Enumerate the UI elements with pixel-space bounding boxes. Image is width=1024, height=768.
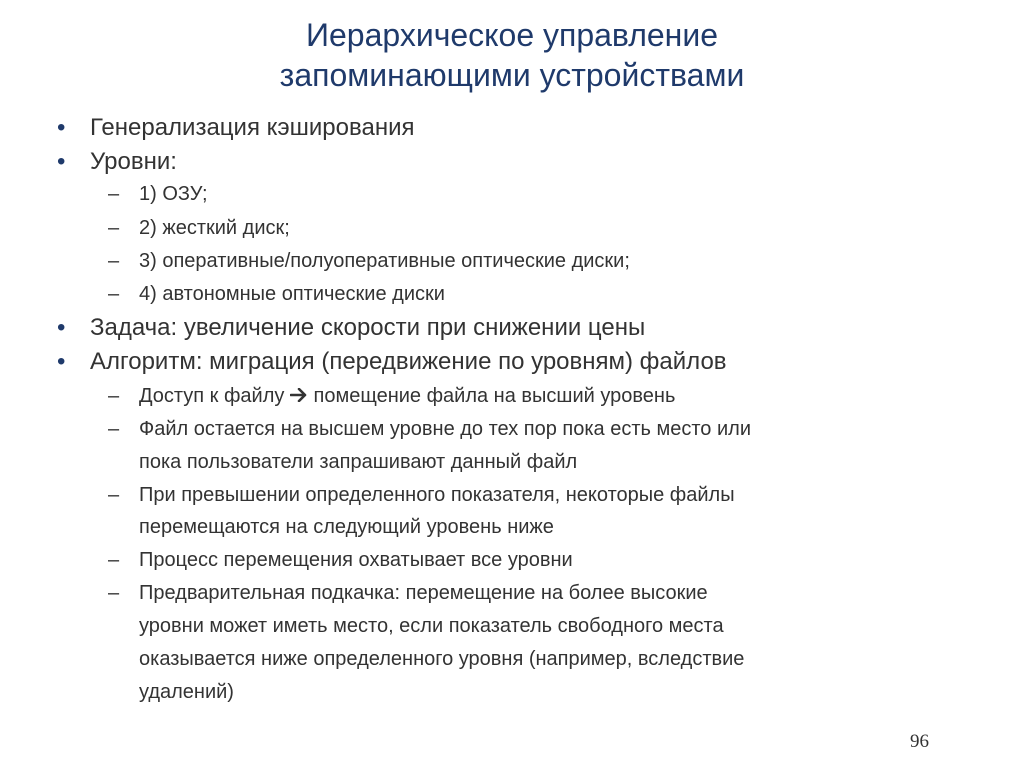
sub-item-continuation bbox=[139, 643, 744, 675]
sub-item-text: уровни может иметь место, если показатель свободного места bbox=[139, 615, 724, 637]
sub-item bbox=[108, 178, 208, 210]
dash-mark: – bbox=[108, 582, 120, 604]
sub-item-text: Предварительная подкачка: перемещение на более высокие bbox=[139, 582, 708, 604]
bullet-text: Генерализация кэширования bbox=[90, 114, 415, 141]
dash-mark: – bbox=[108, 217, 120, 239]
dash-mark: – bbox=[108, 549, 120, 571]
dash-mark: – bbox=[108, 283, 120, 305]
sub-item bbox=[108, 245, 630, 277]
sub-item-text: 1) ОЗУ; bbox=[139, 183, 208, 205]
bullet-text: Задача: увеличение скорости при снижении цены bbox=[90, 314, 646, 341]
sub-item-text: удалений) bbox=[139, 681, 234, 703]
slide-title-line-1: Иерархическое управление bbox=[305, 17, 718, 53]
slide-title-line-2: запоминающими устройствами bbox=[279, 57, 745, 93]
sub-item-text: оказывается ниже определенного уровня (например, вследствие bbox=[139, 648, 745, 670]
dash-mark: – bbox=[108, 385, 120, 407]
dash-mark: – bbox=[108, 484, 120, 506]
sub-item-continuation bbox=[139, 511, 554, 543]
bullet-item bbox=[57, 112, 415, 144]
sub-item-text: Файл остается на высшем уровне до тех пор пока есть место или bbox=[139, 418, 752, 440]
dash-mark: – bbox=[108, 250, 120, 272]
sub-item-continuation bbox=[139, 610, 724, 642]
sub-item-text: Процесс перемещения охватывает все уровни bbox=[139, 549, 573, 571]
sub-item bbox=[108, 413, 752, 445]
bullet-mark: • bbox=[57, 348, 66, 375]
dash-mark: – bbox=[108, 183, 120, 205]
bullet-mark: • bbox=[57, 148, 66, 175]
sub-item-text: 4) автономные оптические диски bbox=[139, 283, 445, 305]
sub-item bbox=[108, 380, 676, 412]
sub-item bbox=[108, 577, 708, 609]
bullet-item bbox=[57, 346, 727, 378]
bullet-item bbox=[57, 146, 177, 178]
bullet-item bbox=[57, 312, 646, 344]
page-number: 96 bbox=[910, 731, 929, 752]
bullet-text: Уровни: bbox=[90, 148, 177, 175]
sub-item-text: пока пользователи запрашивают данный файл bbox=[139, 451, 578, 473]
sub-item bbox=[108, 278, 445, 310]
bullet-mark: • bbox=[57, 314, 66, 341]
dash-mark: – bbox=[108, 418, 120, 440]
sub-item-continuation bbox=[139, 676, 234, 708]
sub-item-text: перемещаются на следующий уровень ниже bbox=[139, 516, 554, 538]
sub-item-text: 2) жесткий диск; bbox=[139, 217, 290, 239]
sub-item bbox=[108, 212, 290, 244]
bullet-text: Алгоритм: миграция (передвижение по уровням) файлов bbox=[90, 348, 727, 375]
bullet-mark: • bbox=[57, 114, 66, 141]
right-arrow-icon bbox=[290, 388, 308, 402]
sub-item-text: помещение файла на высший уровень bbox=[307, 385, 676, 407]
sub-item bbox=[108, 544, 573, 576]
sub-item-text: 3) оперативные/полуоперативные оптические диски; bbox=[139, 250, 630, 272]
sub-item-text: Доступ к файлу bbox=[139, 385, 290, 407]
sub-item-text: При превышении определенного показателя, некоторые файлы bbox=[139, 484, 735, 506]
sub-item-continuation bbox=[139, 446, 577, 478]
sub-item bbox=[108, 479, 735, 511]
